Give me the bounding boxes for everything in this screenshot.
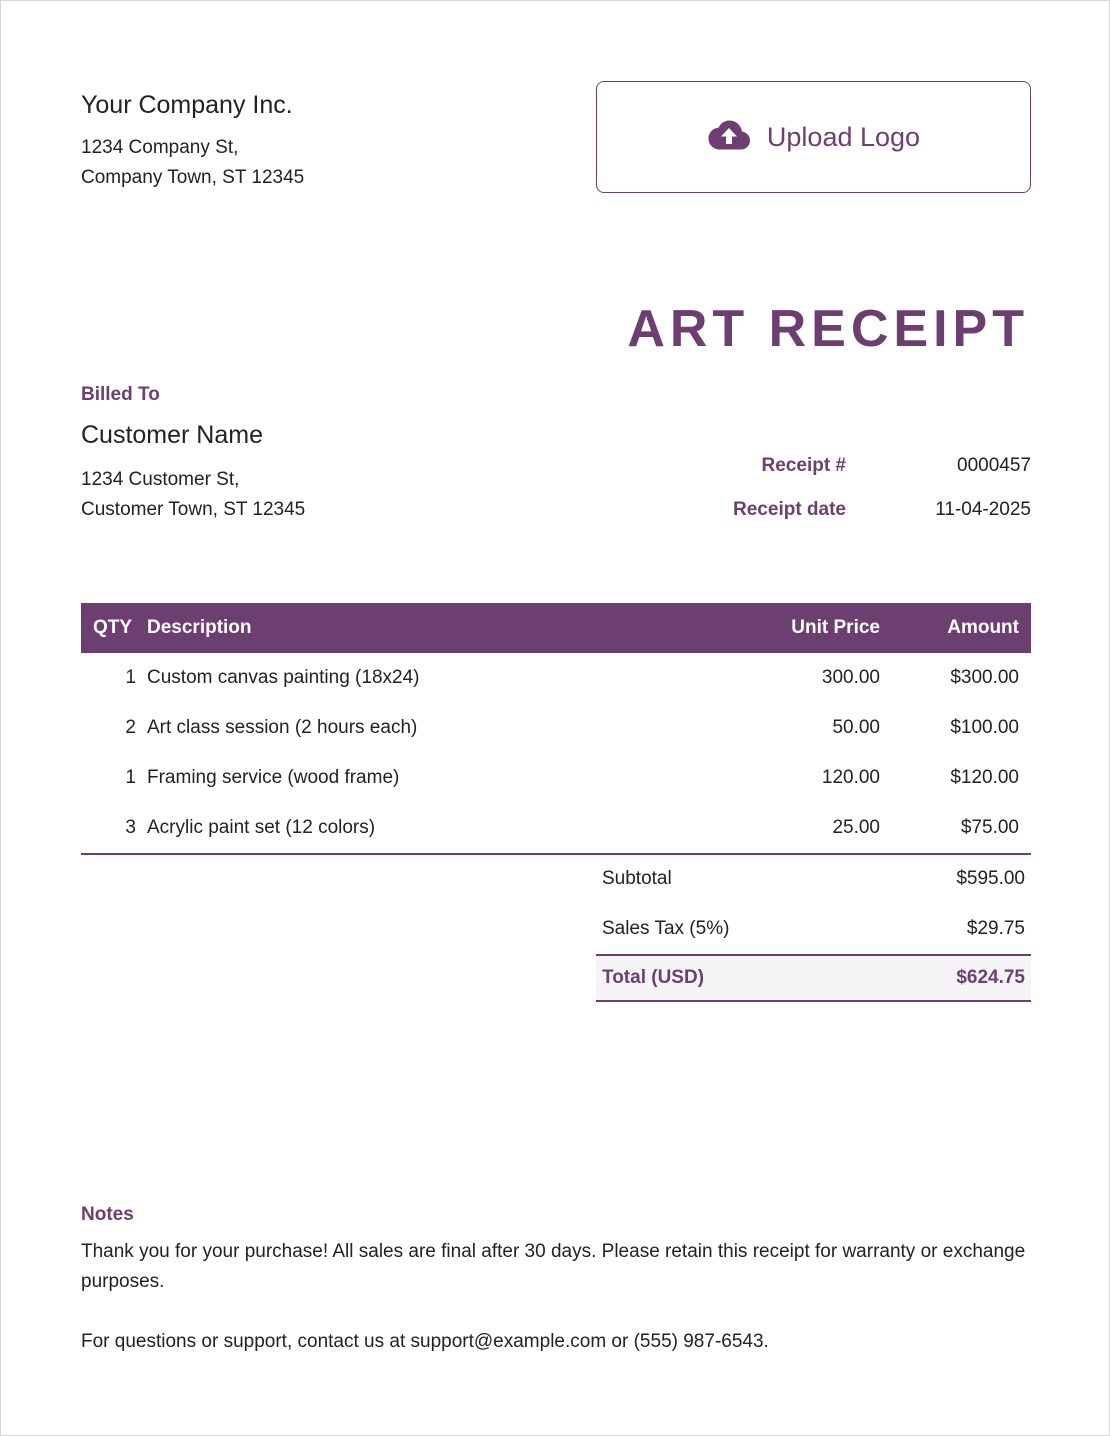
cloud-upload-icon — [707, 119, 751, 156]
items-table — [81, 603, 1031, 855]
row-amount: $75.00 — [960, 817, 1019, 838]
customer-address — [81, 465, 305, 525]
row-description: Framing service (wood frame) — [147, 767, 400, 788]
billed-to-label: Billed To — [81, 384, 160, 405]
notes-label: Notes — [81, 1204, 134, 1225]
customer-address-line1: 1234 Customer St, — [81, 469, 240, 490]
table-header — [81, 603, 1031, 653]
table-row — [81, 753, 1031, 803]
tax-value: $29.75 — [966, 918, 1025, 939]
notes-contact: For questions or support, contact us at support@example.com or (555) 987-6543. — [81, 1331, 769, 1352]
document-title: ART RECEIPT — [627, 300, 1029, 358]
row-description: Custom canvas painting (18x24) — [147, 667, 420, 688]
company-address-line1: 1234 Company St, — [81, 137, 239, 158]
receipt-number-row — [601, 455, 1031, 485]
upload-logo-button[interactable] — [596, 81, 1031, 193]
header-unit-price: Unit Price — [791, 617, 880, 638]
receipt-date-row — [601, 499, 1031, 529]
row-qty: 1 — [125, 667, 136, 688]
total-value: $624.75 — [956, 967, 1025, 988]
row-unit-price: 300.00 — [821, 667, 880, 688]
totals-section — [596, 854, 1031, 1002]
total-row — [596, 954, 1031, 1002]
receipt-number-label: Receipt # — [761, 455, 846, 476]
receipt-date-label: Receipt date — [733, 499, 846, 520]
row-unit-price: 120.00 — [821, 767, 880, 788]
row-amount: $120.00 — [950, 767, 1019, 788]
upload-logo-label: Upload Logo — [766, 121, 921, 152]
subtotal-label: Subtotal — [602, 868, 672, 889]
company-name: Your Company Inc. — [81, 91, 293, 119]
customer-name: Customer Name — [81, 421, 263, 449]
row-unit-price: 25.00 — [832, 817, 880, 838]
row-qty: 1 — [125, 767, 136, 788]
row-qty: 2 — [125, 717, 136, 738]
table-row — [81, 653, 1031, 703]
row-amount: $100.00 — [950, 717, 1019, 738]
company-address — [81, 133, 304, 193]
total-label: Total (USD) — [602, 967, 705, 988]
header-description: Description — [147, 617, 252, 638]
header-amount: Amount — [947, 617, 1019, 638]
notes-text: Thank you for your purchase! All sales are final after 30 days. Please retain this receipt for warranty or exchange purposes. — [81, 1241, 1026, 1292]
row-description: Art class session (2 hours each) — [147, 717, 418, 738]
company-address-line2: Company Town, ST 12345 — [81, 167, 305, 188]
header-qty: QTY — [93, 617, 133, 638]
row-amount: $300.00 — [950, 667, 1019, 688]
tax-label: Sales Tax (5%) — [602, 918, 730, 939]
receipt-date-value: 11-04-2025 — [935, 499, 1031, 520]
customer-address-line2: Customer Town, ST 12345 — [81, 499, 306, 520]
row-unit-price: 50.00 — [832, 717, 880, 738]
table-row — [81, 703, 1031, 753]
subtotal-row — [596, 854, 1031, 904]
receipt-number-value: 0000457 — [957, 455, 1031, 476]
table-row — [81, 803, 1031, 853]
tax-row — [596, 904, 1031, 954]
row-description: Acrylic paint set (12 colors) — [147, 817, 376, 838]
row-qty: 3 — [125, 817, 136, 838]
subtotal-value: $595.00 — [956, 868, 1025, 889]
